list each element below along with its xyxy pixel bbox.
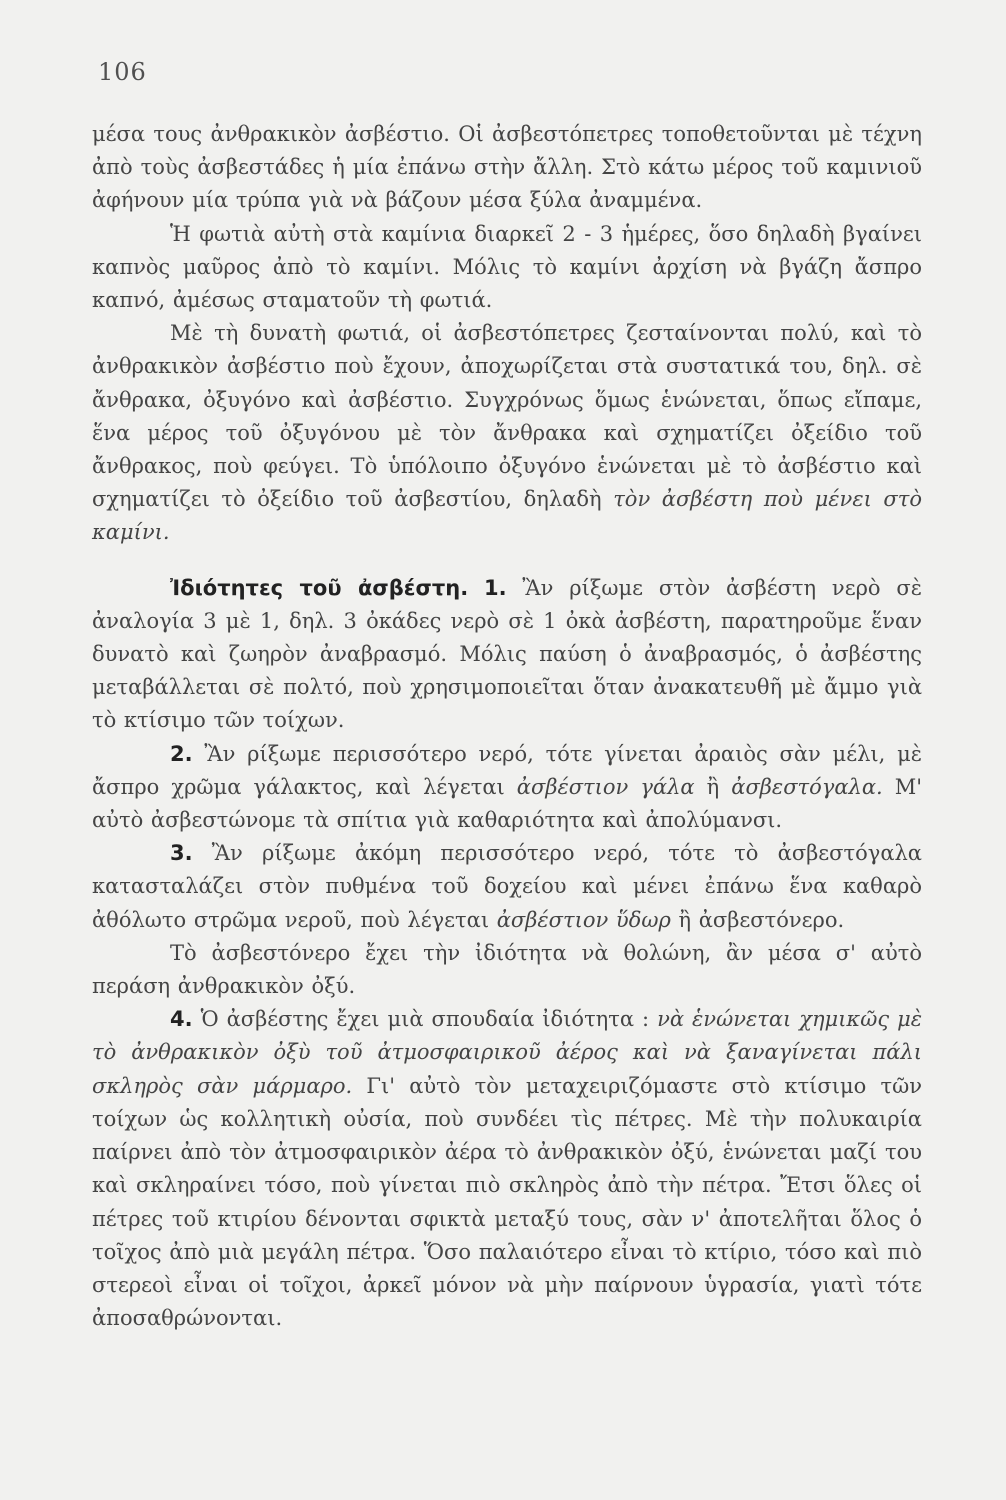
property-1-text: Ἂν ρίξωμε στὸν ἀσβέστη νερὸ σὲ ἀναλογία 3 μὲ 1, δηλ. 3 ὀκάδες νερὸ σὲ 1 ὀκὰ ἀσβέστη, παρατηροῦμε ἕναν δυνατὸ καὶ ζωηρὸν ἀναβρασμό. Μόλις παύση ὁ ἀναβρασμός, ὁ ἀσβέστης μεταβάλλεται σὲ πολτό, ποὺ χρησιμοποιεῖται ὅταν ἀνακατευθῆ μὲ ἄμμο γιὰ τὸ κτίσιμο τῶν τοίχων. bbox=[92, 575, 922, 733]
property-4-italic: νὰ ἑνώνεται χημικῶς μὲ τὸ ἀνθρακικὸν ὀξὺ τοῦ ἀτμοσφαιρικοῦ ἀέρος καὶ νὰ ξαναγίνεται πάλι σκληρὸς σὰν μάρμαρο. bbox=[92, 1007, 922, 1098]
decomposition-text: Μὲ τὴ δυνατὴ φωτιά, οἱ ἀσβεστόπετρες ζεσταίνονται πολύ, καὶ τὸ ἀνθρακικὸν ἀσβέστιο ποὺ ἔχουν, ἀποχωρίζεται στὰ συστατικά του, δηλ. σὲ ἄνθρακα, ὀξυγόνο καὶ ἀσβέστιο. Συγχρόνως ὅμως ἑνώνεται, ὅπως εἴπαμε, ἕνα μέρος τοῦ ὀξυγόνου μὲ τὸν ἄνθρακα καὶ σχηματίζει ὀξείδιο τοῦ ἄνθρακος, ποὺ φεύγει. Τὸ ὑπόλοιπο ὀξυγόνο ἑνώνεται μὲ τὸ ἀσβέστιο καὶ σχηματίζει τὸ ὀξείδιο τοῦ ἀσβεστίου, δηλαδὴ bbox=[92, 321, 922, 512]
decomposition-italic: τὸν ἀσβέστη ποὺ μένει στὸ καμίνι. bbox=[92, 487, 922, 545]
paragraph-kiln-stacking: μέσα τους ἀνθρακικὸν ἀσβέστιο. Οἱ ἀσβεστόπετρες τοποθετοῦνται μὲ τέχνη ἀπὸ τοὺς ἀσβεστάδες ἡ μία ἐπάνω στὴν ἄλλη. Στὸ κάτω μέρος τοῦ καμινιοῦ ἀφήνουν μία τρύπα γιὰ νὰ βάζουν μέσα ξύλα ἀναμμένα. bbox=[92, 122, 922, 213]
property-2-text-c: Μ' αὐτὸ ἀσβεστώνομε τὰ σπίτια γιὰ καθαριότητα καὶ ἀπολύμανσι. bbox=[92, 774, 923, 833]
paragraph-property-1 bbox=[92, 572, 922, 738]
paragraph-fire-duration: Ἡ φωτιὰ αὐτὴ στὰ καμίνια διαρκεῖ 2 - 3 ἡμέρες, ὅσο δηλαδὴ βγαίνει καπνὸς μαῦρος ἀπὸ τὸ καμίνι. Μόλις τὸ καμίνι ἀρχίση νὰ βγάζη ἄσπρο καπνό, ἀμέσως σταματοῦν τὴ φωτιά. bbox=[92, 221, 922, 313]
term-asvestogala: ἀσβεστόγαλα. bbox=[731, 774, 883, 799]
property-3-text-b: ἢ ἀσβεστόνερο. bbox=[670, 907, 845, 932]
item-number-3: 3. bbox=[170, 841, 193, 866]
property-3-text-a: Ἂν ρίξωμε ἀκόμη περισσότερο νερό, τότε τὸ ἀσβεστόγαλα κατασταλάζει στὸν πυθμένα τοῦ δοχείου καὶ μένει ἐπάνω ἕνα καθαρὸ ἀθόλωτο στρῶμα νεροῦ, ποὺ λέγεται bbox=[92, 841, 922, 932]
property-4-text-a: Ὁ ἀσβέστης ἔχει μιὰ σπουδαία ἰδιότητα : bbox=[192, 1007, 658, 1032]
paragraph-property-4 bbox=[92, 1003, 922, 1335]
property-4-text-b: Γι' αὐτὸ τὸν μεταχειριζόμαστε στὸ κτίσιμο τῶν τοίχων ὡς κολλητικὴ οὐσία, ποὺ συνδέει τὶς πέτρες. Μὲ τὴν πολυκαιρία παίρνει ἀπὸ τὸν ἀτμοσφαιρικὸν ἀέρα τὸ ἀνθρακικὸν ὀξύ, ἑνώνεται μαζί του καὶ σκληραίνει τόσο, ποὺ γίνεται πιὸ σκληρὸς ἀπὸ τὴν πέτρα. Ἔτσι ὅλες οἱ πέτρες τοῦ κτιρίου δένονται σφικτὰ μεταξύ τους, σὰν ν' ἀποτελῆται ὅλος ὁ τοῖχος ἀπὸ μιὰ μεγάλη πέτρα. Ὅσο παλαιότερο εἶναι τὸ κτίριο, τόσο καὶ πιὸ στερεοὶ εἶναι οἱ τοῖχοι, ἀρκεῖ μόνον νὰ μὴν παίρνουν ὑγρασία, γιατὶ τότε ἀποσαθρώνονται. bbox=[92, 1073, 922, 1331]
paragraph-property-2 bbox=[92, 738, 922, 838]
paragraph-property-3 bbox=[92, 837, 922, 937]
term-lime-water: ἀσβέστιον ὕδωρ bbox=[496, 907, 671, 932]
paragraph-decomposition bbox=[92, 317, 922, 549]
paragraph-lime-water: Τὸ ἀσβεστόνερο ἔχει τὴν ἰδιότητα νὰ θολώνη, ἂν μέσα σ' αὐτὸ περάση ἀνθρακικὸν ὀξύ. bbox=[92, 940, 922, 999]
section-heading: Ἰδιότητες τοῦ ἀσβέστη. bbox=[170, 575, 469, 600]
term-lime-milk: ἀσβέστιον γάλα bbox=[516, 774, 695, 799]
item-number-2: 2. bbox=[170, 741, 193, 766]
page-number: 106 bbox=[98, 58, 147, 86]
item-number-4: 4. bbox=[170, 1007, 193, 1032]
property-2-text-b: ἢ bbox=[694, 774, 732, 799]
item-number-1: 1. bbox=[484, 575, 507, 600]
property-2-text-a: Ἂν ρίξωμε περισσότερο νερό, τότε γίνεται ἀραιὸς σὰν μέλι, μὲ ἄσπρο χρῶμα γάλακτος, καὶ λέγεται bbox=[92, 741, 922, 799]
body-text bbox=[92, 118, 922, 1335]
